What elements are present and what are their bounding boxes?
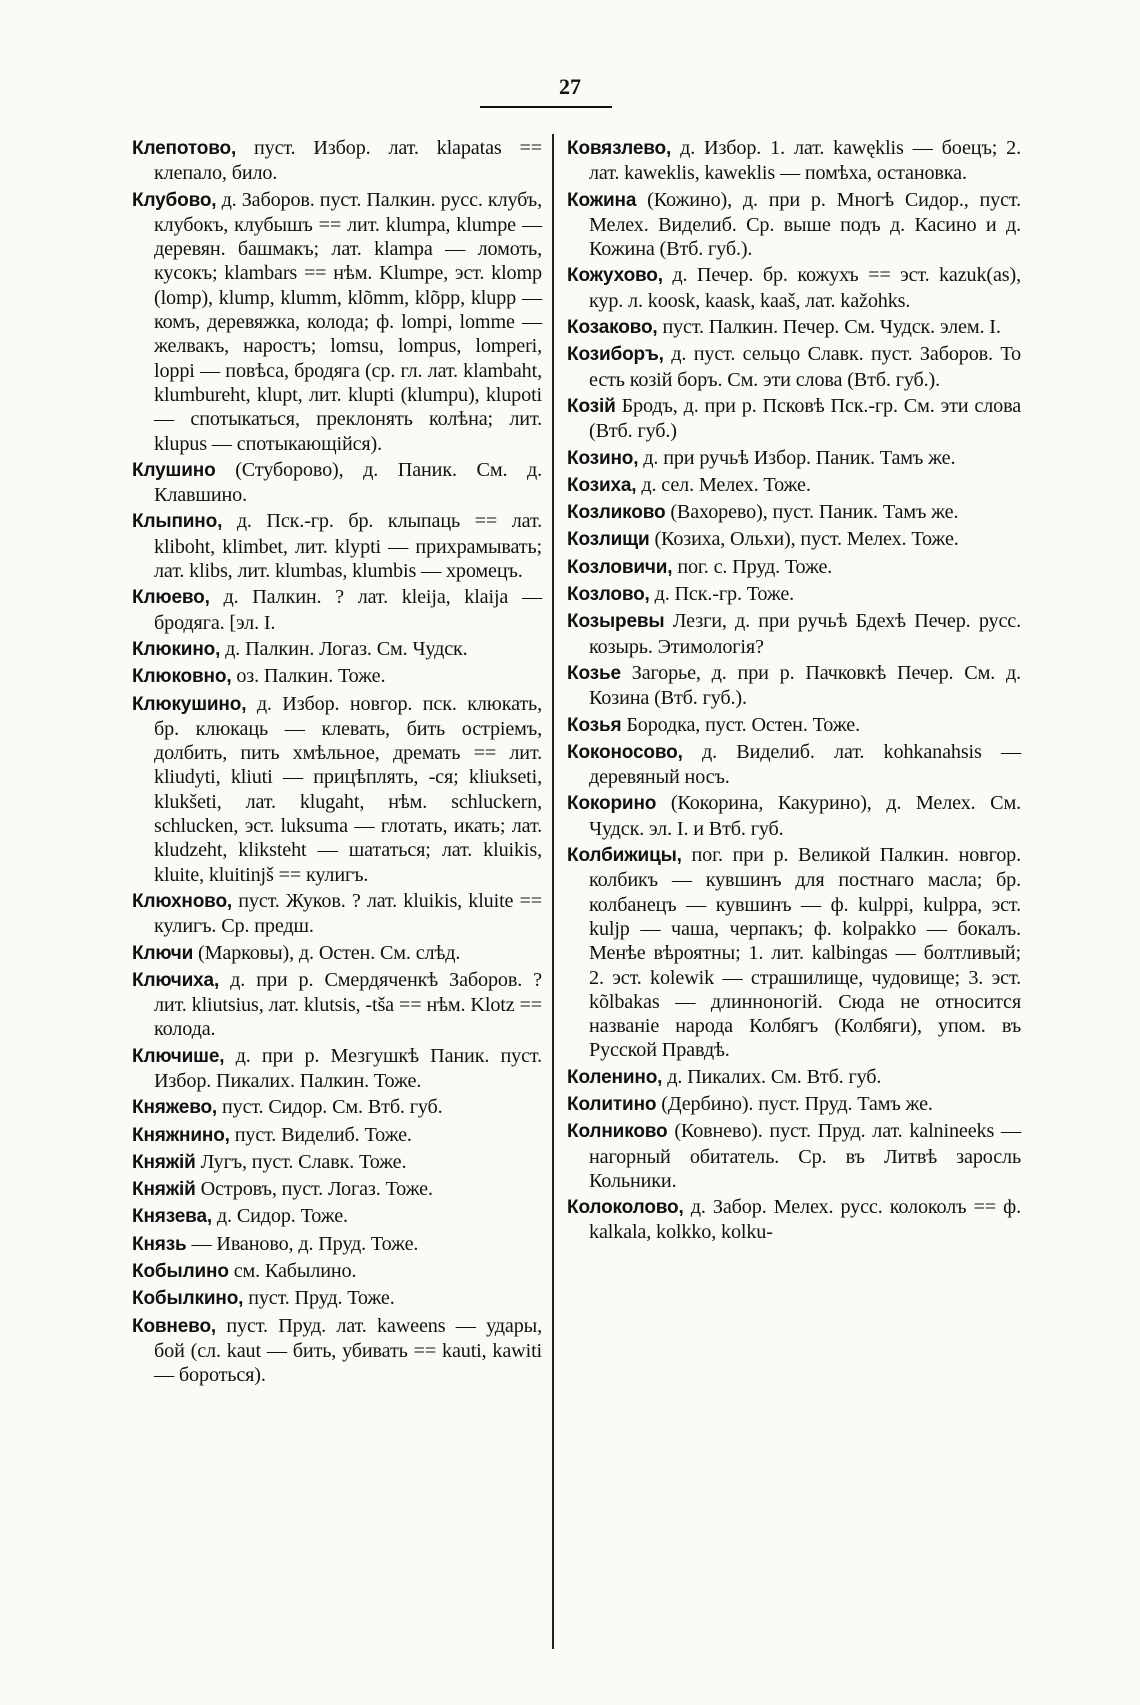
entry-text: (Козиха, Ольхи), пуст. Мелех. Тоже. [654, 528, 959, 551]
entry-text: пуст. Виделиб. Тоже. [234, 1123, 412, 1146]
entry-headword: Козловичи, [567, 556, 673, 578]
entry-headword: Княжій [132, 1151, 196, 1173]
dictionary-entry [132, 1232, 542, 1257]
entry-headword: Ключи [132, 942, 194, 964]
entry-text: пог. при р. Великой Палкин. новгор. колбикъ — кувшинъ для постнаго масла; бр. колбанецъ — кувшинъ — ф. kulppi, kulppa, эст. kulјp — чаша, черпакъ; ф. kolpakko — бокалъ. Менѣе вѣроятны; 1. лит. kalbingas — болтливый; 2. эст. kolewik — страшилище, чудовище; 3. эст. kõlbakas — длинноногій. Сюда не относится названіе народа Колбягъ (Колбяги), упом. въ Русской Правдѣ. [589, 844, 1021, 1062]
entry-text: д. Сидор. Тоже. [216, 1205, 348, 1228]
dictionary-entry [567, 446, 1021, 471]
entry-headword: Козья [567, 714, 622, 736]
entry-text: пуст. Пруд. Тоже. [248, 1287, 395, 1310]
dictionary-entry [567, 1195, 1021, 1245]
dictionary-entry [132, 664, 542, 689]
entry-headword: Козликово [567, 502, 666, 524]
dictionary-entry [132, 1314, 542, 1388]
entry-headword: Козыревы [567, 611, 665, 633]
dictionary-entry [567, 1092, 1021, 1117]
dictionary-entry [567, 740, 1021, 790]
entry-text: д. Пикалих. См. Втб. губ. [667, 1065, 882, 1088]
dictionary-entry [567, 527, 1021, 552]
entry-text: д. сел. Мелех. Тоже. [641, 473, 811, 496]
entry-headword: Кокорино [567, 793, 657, 815]
dictionary-entry [567, 394, 1021, 444]
entry-headword: Клубово, [132, 189, 217, 211]
entry-headword: Козье [567, 662, 621, 684]
entry-text: пуст. Пруд. лат. kaweens — удары, бой (сл. kaut — бить, убивать == kauti, kawiti — бороться). [154, 1314, 542, 1387]
entry-text: пуст. Избор. лат. klapatas == клепало, било. [154, 137, 542, 185]
entry-text: — Иваново, д. Пруд. Тоже. [191, 1232, 419, 1255]
dictionary-entry [132, 692, 542, 887]
entry-text: Бородка, пуст. Остен. Тоже. [626, 713, 860, 736]
dictionary-entry [132, 585, 542, 635]
dictionary-entry [567, 1119, 1021, 1193]
dictionary-entry [132, 1123, 542, 1148]
entry-text: пуст. Сидор. См. Втб. губ. [221, 1096, 443, 1119]
entry-headword: Клепотово, [132, 138, 237, 159]
entry-headword: Колоколово, [567, 1197, 684, 1219]
entry-text: оз. Палкин. Тоже. [236, 665, 386, 688]
dictionary-entry [567, 315, 1021, 340]
entry-text: д. Палкин. Логаз. См. Чудск. [225, 637, 468, 660]
entry-headword: Клюхново, [132, 890, 233, 912]
entry-headword: Ковязлево, [567, 138, 672, 159]
dictionary-entry [132, 1286, 542, 1311]
dictionary-entry [132, 637, 542, 662]
entry-text: пуст. Жуков. ? лат. kluikis, kluite == кулигъ. Ср. предш. [154, 889, 542, 938]
entry-text: пог. с. Пруд. Тоже. [677, 555, 833, 578]
entry-text: Лугъ, пуст. Славк. Тоже. [200, 1150, 407, 1173]
entry-text: см. Кабылино. [233, 1260, 357, 1283]
entry-text: (Кожино), д. при р. Многѣ Сидор., пуст. Мелех. Виделиб. Ср. выше подъ д. Касино и д. Кожина (Втб. губ.). [589, 188, 1021, 261]
entry-headword: Кобылкино, [132, 1288, 244, 1310]
entry-text: пуст. Палкин. Печер. См. Чудск. элем. I. [662, 316, 1001, 339]
dictionary-entry [132, 1204, 542, 1229]
left-column [132, 136, 542, 1390]
dictionary-entry [132, 1259, 542, 1284]
dictionary-entry [567, 555, 1021, 580]
dictionary-entry [567, 263, 1021, 313]
dictionary-entry [132, 968, 542, 1042]
entry-headword: Княжнино, [132, 1124, 230, 1146]
entry-headword: Клыпино, [132, 511, 223, 533]
entry-headword: Княжій [132, 1179, 196, 1201]
dictionary-entry [132, 188, 542, 456]
entry-text: (Вахорево), пуст. Паник. Тамъ же. [670, 501, 959, 524]
entry-text: Островъ, пуст. Логаз. Тоже. [200, 1178, 433, 1201]
entry-headword: Козій [567, 395, 616, 417]
entry-text: (Стуборово), д. Паник. См. д. Клавшино. [154, 458, 542, 507]
entry-headword: Клюкушино, [132, 693, 247, 715]
entry-headword: Козино, [567, 447, 639, 469]
right-column [567, 136, 1021, 1247]
entry-text: д. Избор. 1. лат. kawęklis — боецъ; 2. лат. kaweklis, kaweklis — помѣха, остановка. [589, 137, 1021, 185]
entry-text: д. Заборов. пуст. Палкин. русс. клубъ, клубокъ, клубышъ == лит. klumpa, klumpe — деревян. башмакъ; лат. klampa — ломоть, кусокъ; klambars == нѣм. Klumpe, эст. klomp (lomp), klump, klumm, klõmm, klõpp, klupp — комъ, деревяжка, колода; ф. lompi, lomme — желвакъ, наростъ; lomsu, lompus, lomperi, loppi — повѣса, бродяга (ср. гл. лат. klambaht, klumbureht, klupt, лит. klupti (klumpu), klupoti — спотыкаться, преклонять колѣна; лит. klupus — спотыкающійся). [154, 188, 542, 455]
entry-headword: Козиха, [567, 474, 637, 496]
entry-headword: Кобылино [132, 1261, 229, 1283]
dictionary-entry [132, 889, 542, 939]
entry-text: (Ковнево). пуст. Пруд. лат. kalnineeks — нагорный обитатель. Ср. въ Литвѣ заросль Кольники. [589, 1120, 1021, 1192]
entry-text: д. Забор. Мелех. русс. колоколъ == ф. kalkala, kolkko, kolku- [589, 1196, 1021, 1244]
entry-text: д. Палкин. ? лат. kleija, klaija — бродяга. [эл. I. [154, 586, 542, 634]
entry-text: Лезги, д. при ручьѣ Бдехѣ Печер. русс. козырь. Этимологія? [589, 610, 1021, 658]
entry-headword: Козиборъ, [567, 344, 664, 366]
entry-headword: Колбижицы, [567, 845, 682, 867]
entry-text: д. при р. Смердяченкѣ Заборов. ? лит. kliutsius, лат. klutsis, -tša == нѣм. Klotz == колода. [154, 968, 542, 1041]
entry-headword: Кожина [567, 189, 637, 211]
entry-text: (Дербино). пуст. Пруд. Тамъ же. [661, 1092, 933, 1115]
entry-text: д. Пск.-гр. бр. клыпаць == лат. kliboht, klimbet, лит. klypti — прихрамывать; лат. klibs, лит. klumbas, klumbis — хромецъ. [154, 510, 542, 583]
entry-headword: Козаково, [567, 317, 658, 339]
entry-text: д. Избор. новгор. пск. клюкать, бр. клюкаць — клевать, бить остріемъ, долбить, пить хмѣльное, дремать == лит. kliudyti, kliuti — прицѣплять, -ся; kliukseti, klukšeti, лат. klugaht, нѣм. schluckern, schlucken, эст. luksuma — глотать, икать; лат. kludzeht, kliksteht — шататься; лат. kluikis, kluite, kluitinjš == кулигъ. [154, 692, 542, 886]
entry-headword: Коконосово, [567, 741, 683, 763]
dictionary-entry [132, 509, 542, 583]
dictionary-entry [567, 582, 1021, 607]
dictionary-entry [567, 791, 1021, 841]
dictionary-entry [567, 661, 1021, 711]
dictionary-entry [132, 136, 542, 186]
entry-text: д. Виделиб. лат. kohkanahsis — деревяный носъ. [589, 740, 1021, 789]
entry-headword: Князева, [132, 1206, 212, 1228]
entry-headword: Князь [132, 1233, 187, 1255]
dictionary-entry [567, 609, 1021, 659]
entry-headword: Клюево, [132, 587, 210, 609]
dictionary-entry [132, 1095, 542, 1120]
dictionary-entry [567, 342, 1021, 392]
dictionary-entry [567, 500, 1021, 525]
column-divider [552, 134, 554, 1649]
dictionary-entry [132, 458, 542, 508]
dictionary-entry [567, 843, 1021, 1063]
entry-headword: Княжево, [132, 1097, 218, 1119]
header-rule [480, 106, 612, 108]
entry-headword: Ключише, [132, 1045, 225, 1067]
dictionary-entry [567, 713, 1021, 738]
dictionary-entry [132, 941, 542, 966]
dictionary-entry [567, 473, 1021, 498]
entry-headword: Ключиха, [132, 969, 220, 991]
entry-text: д. при ручьѣ Избор. Паник. Тамъ же. [643, 446, 956, 469]
entry-headword: Козлищи [567, 529, 650, 551]
entry-headword: Козлово, [567, 584, 650, 606]
entry-text: Загорье, д. при р. Пачковкѣ Печер. См. д. Козина (Втб. губ.). [589, 661, 1021, 710]
entry-headword: Клюковно, [132, 666, 232, 688]
entry-text: д. Печер. бр. кожухъ == эст. kazuk(as), кур. л. koosk, kaask, kaaš, лат. kažohks. [589, 264, 1021, 312]
entry-text: д. пуст. сельцо Славк. пуст. Заборов. То есть козій боръ. См. эти слова (Втб. губ.). [589, 343, 1021, 391]
entry-headword: Коленино, [567, 1066, 663, 1088]
dictionary-entry [567, 136, 1021, 186]
entry-text: д. при р. Мезгушкѣ Паник. пуст. Избор. Пикалих. Палкин. Тоже. [154, 1044, 542, 1092]
dictionary-entry [567, 188, 1021, 262]
dictionary-entry [132, 1177, 542, 1202]
entry-headword: Ковнево, [132, 1315, 217, 1337]
entry-headword: Клушино [132, 459, 216, 481]
entry-text: Бродъ, д. при р. Псковѣ Пск.-гр. См. эти слова (Втб. губ.) [589, 394, 1022, 443]
dictionary-entry [567, 1065, 1021, 1090]
entry-text: д. Пск.-гр. Тоже. [654, 583, 795, 606]
entry-headword: Клюкино, [132, 638, 221, 660]
entry-headword: Кожухово, [567, 265, 663, 287]
entry-text: (Кокорина, Какурино), д. Мелех. См. Чудск. эл. I. и Втб. губ. [589, 792, 1021, 840]
dictionary-entry [132, 1150, 542, 1175]
entry-text: (Марковы), д. Остен. См. слѣд. [198, 941, 461, 964]
dictionary-entry [132, 1044, 542, 1094]
entry-headword: Колниково [567, 1121, 668, 1143]
page-number: 27 [559, 74, 581, 99]
entry-headword: Колитино [567, 1093, 657, 1115]
